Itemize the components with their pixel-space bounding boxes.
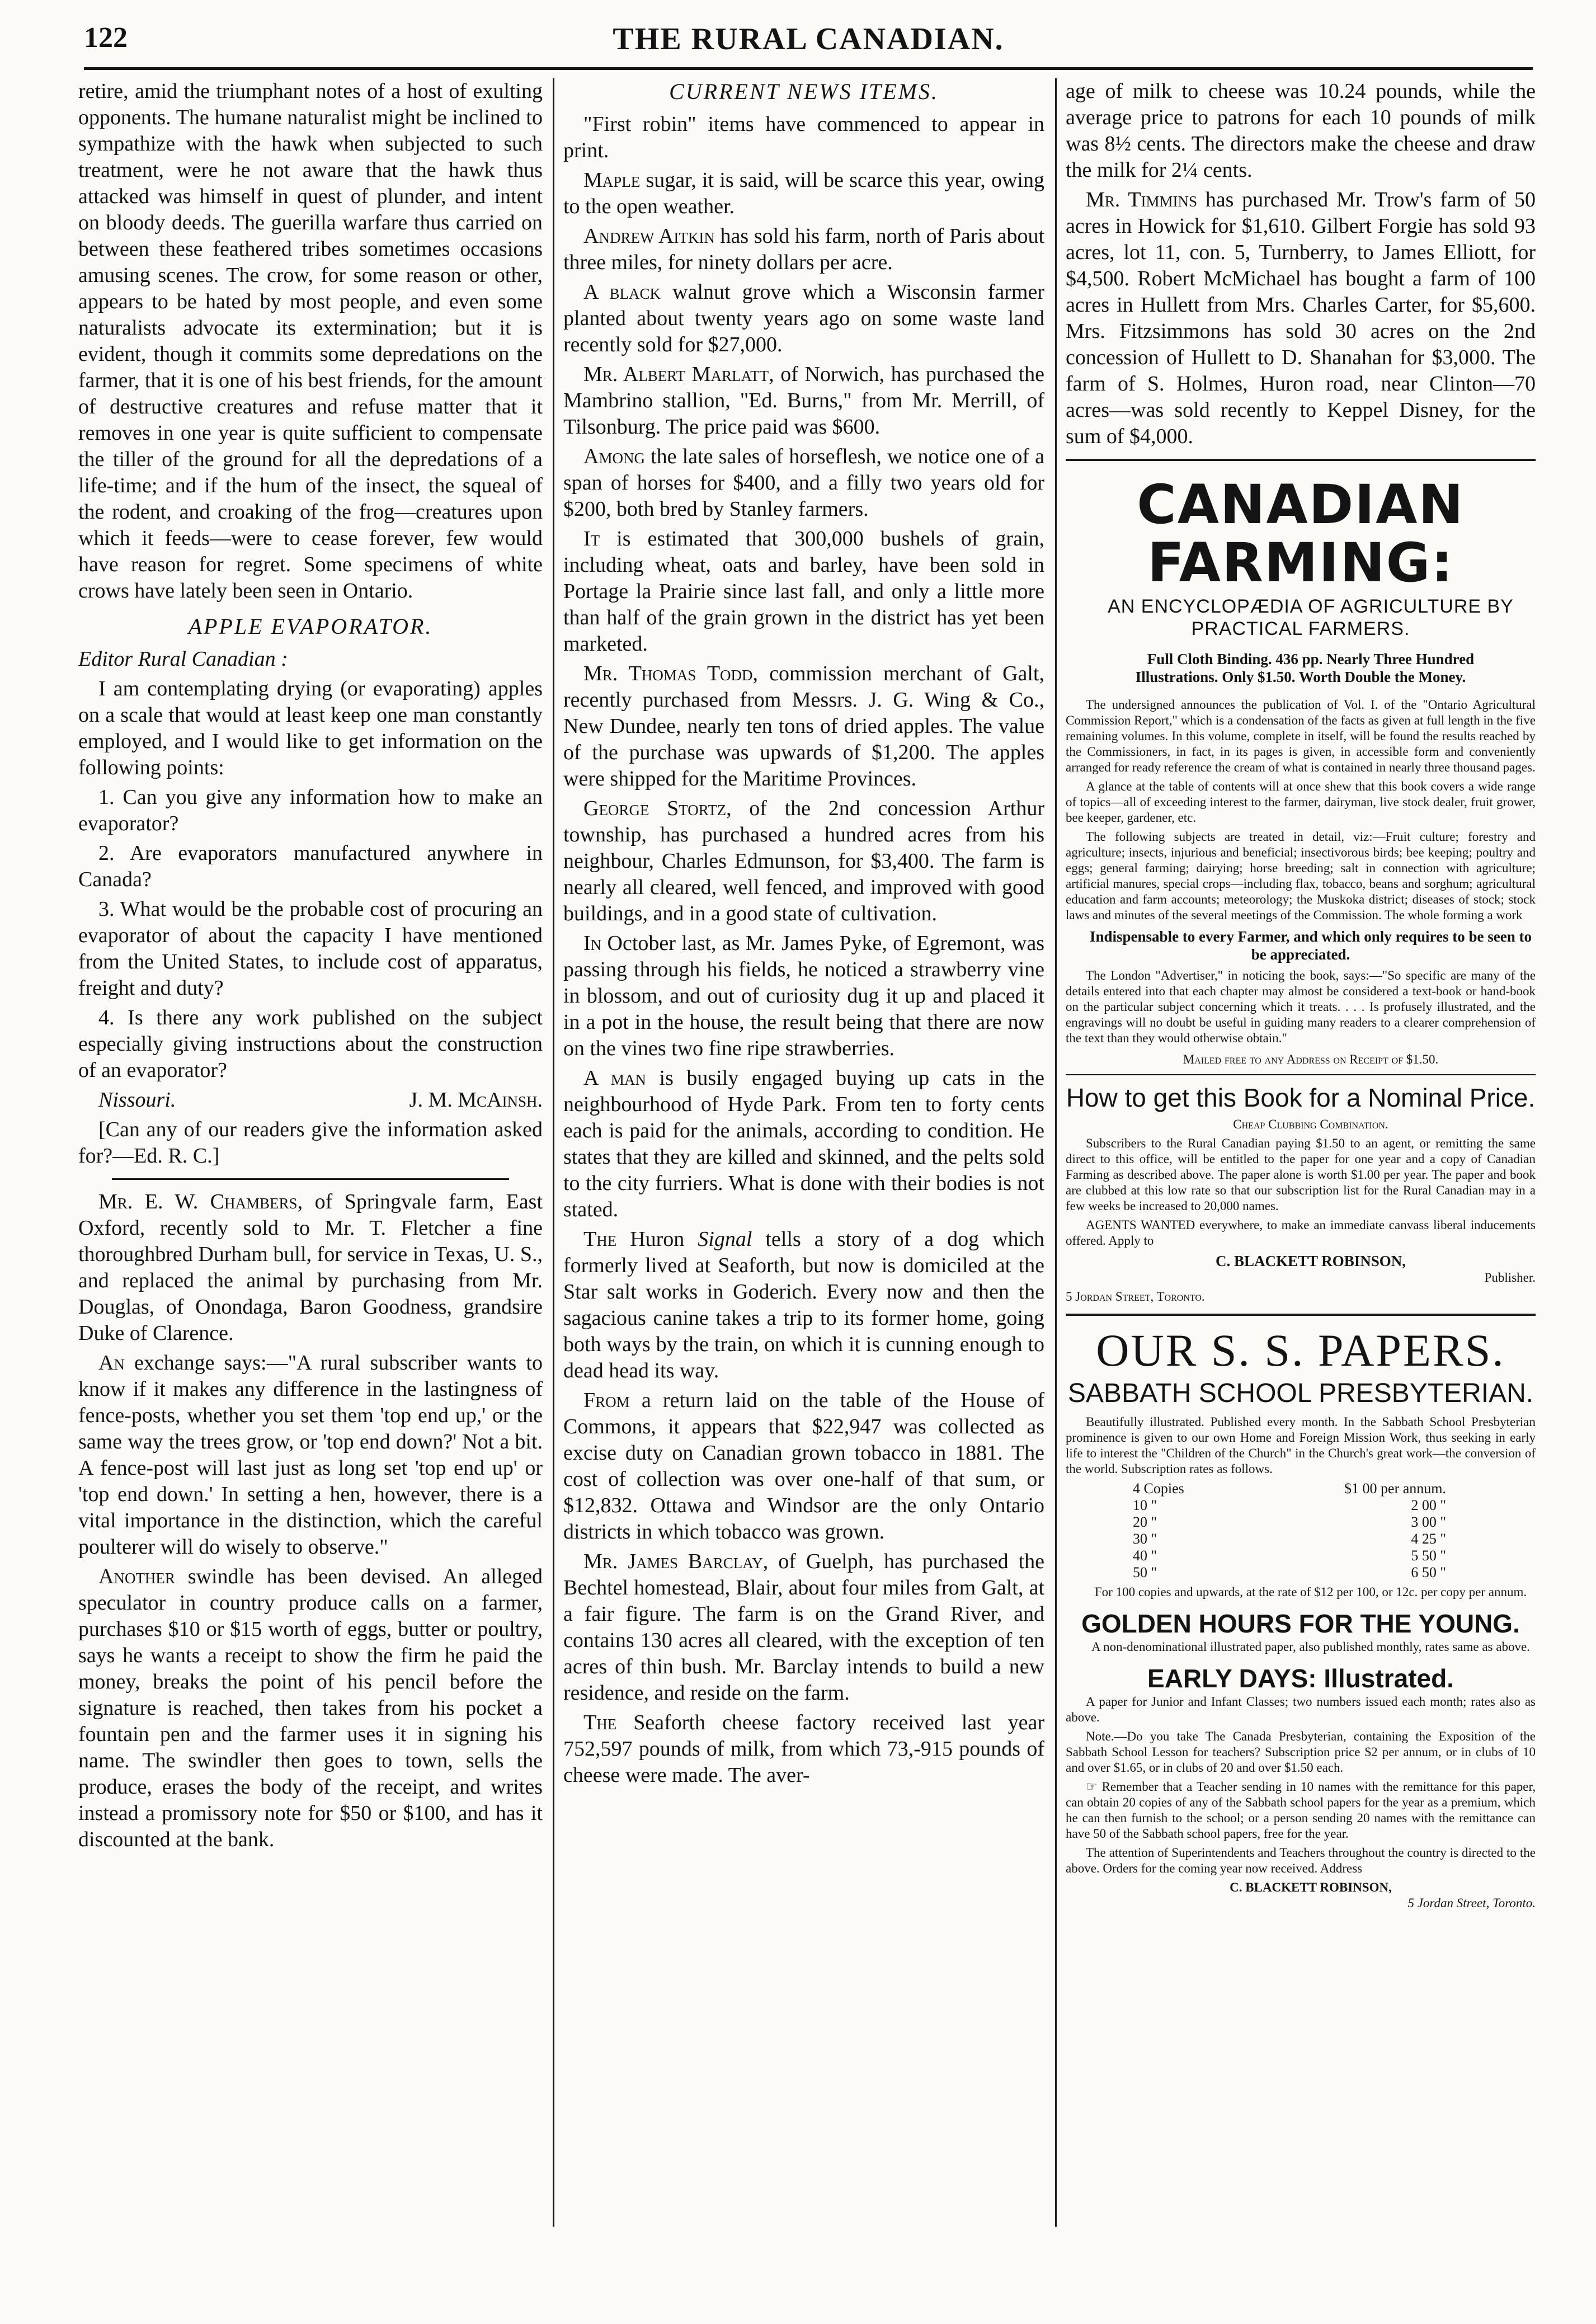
paragraph: From a return laid on the table of the House of Commons, it appears that $22,947 was collected as excise duty on Canadian grown tobacco in 1881. The cost of collection was over one-half of that sum, or $12,832. Ottawa and Windsor are the only Ontario districts in which tobacco was grown.: [563, 1389, 1044, 1544]
column-1: [78, 78, 543, 2255]
golden-hours-desc: A non-denominational illustrated paper, also published monthly, rates same as above.: [1091, 1640, 1530, 1654]
ad-publisher: C. BLACKETT ROBINSON,: [1215, 1253, 1406, 1269]
ad-addr: 5 Jordan Street, Toronto.: [1407, 1896, 1536, 1910]
early-days-desc: A paper for Junior and Infant Classes; two numbers issued each month; rates also as above.: [1066, 1695, 1536, 1724]
signature-place: Nissouri.: [98, 1088, 176, 1112]
rate-row: 10 " 2 00 ": [1133, 1497, 1446, 1513]
paragraph: 3. What would be the probable cost of procuring an evaporator of about the capacity I have mentioned from the United States, to include cost of apparatus, freight and duty?: [78, 897, 543, 1000]
rate-row: 50 " 6 50 ": [1133, 1564, 1446, 1580]
rates-table: [1133, 1480, 1446, 1581]
ad-sub: SABBATH SCHOOL PRESBYTERIAN.: [1067, 1379, 1534, 1408]
early-days-title: EARLY DAYS: Illustrated.: [1147, 1664, 1454, 1693]
letter-signature: [78, 1087, 543, 1113]
ad-body: A glance at the table of contents will at once shew that this book covers a wide range of topics—all of exceeding interest to the farmer, dairyman, live stock dealer, fruit grower, bee keeper, gardener, etc.: [1066, 779, 1536, 825]
paragraph: In October last, as Mr. James Pyke, of Egremont, was passing through his fields, he noticed a strawberry vine in blossom, and out of curiosity dug it up and placed it in a pot in the house, the result being that there are now on the vines two fine ripe strawberries.: [563, 932, 1044, 1060]
ss-papers-ad: [1066, 1314, 1536, 1911]
ad-note: Note.—Do you take The Canada Presbyterian, containing the Exposition of the Sabbath School Lesson for teachers? Subscription price $2 per annum, or in clubs of 10 and over $1.65, or in clubs of 20 and over $1.50 each.: [1066, 1729, 1536, 1775]
section-heading: CURRENT NEWS ITEMS.: [669, 79, 939, 104]
ad-cheap: Cheap Clubbing Combination.: [1233, 1117, 1388, 1131]
ad-attention: The attention of Superintendents and Teachers throughout the country is directed to the above. Orders for the coming year now received. Address: [1066, 1846, 1536, 1875]
separator: [112, 1178, 509, 1180]
paragraph: Mr. Albert Marlatt, of Norwich, has purchased the Mambrino stallion, "Ed. Burns," from Mr. Merrill, of Tilsonburg. The price paid was $600.: [563, 363, 1044, 439]
rate-row: 20 " 3 00 ": [1133, 1514, 1446, 1530]
paragraph: Among the late sales of horseflesh, we notice one of a span of horses for $400, and a filly two years old for $200, both bred by Stanley farmers.: [563, 445, 1044, 521]
running-title: THE RURAL CANADIAN.: [613, 22, 1004, 57]
paragraph: 1. Can you give any information how to make an evaporator?: [78, 785, 543, 835]
ad-indispensable: Indispensable to every Farmer, and which only requires to be seen to be appreciated.: [1089, 928, 1532, 963]
column-divider: [553, 78, 554, 2227]
ad-binding: Full Cloth Binding. 436 pp. Nearly Three Hundred Illustrations. Only $1.50. Worth Double the Money.: [1135, 651, 1475, 685]
paragraph: 4. Is there any work published on the subject especially giving instructions about the construction of an evaporator?: [78, 1006, 543, 1082]
paragraph: age of milk to cheese was 10.24 pounds, while the average price to patrons for each 10 pounds of milk was 8½ cents. The directors make the cheese and draw the milk for 2¼ cents.: [1066, 79, 1536, 182]
paragraph: An exchange says:—"A rural subscriber wants to know if it makes any difference in the lastingness of fence-posts, whether you set them 'top end up,' or the same way the trees grow, or 'top end down?' Not a bit. A fence-post will last just as long set 'top end up' or 'top end down.' In setting a hen, however, there is a vital importance in the distinction, which the careful poulterer will do wisely to observe.": [78, 1351, 543, 1559]
rate-row: 30 " 4 25 ": [1133, 1531, 1446, 1547]
ad-address: 5 Jordan Street, Toronto.: [1066, 1290, 1205, 1304]
editor-note: [Can any of our readers give the information asked for?—Ed. R. C.]: [78, 1118, 543, 1168]
paragraph: The Seaforth cheese factory received last year 752,597 pounds of milk, from which 73,-915 pounds of cheese were made. The aver-: [563, 1711, 1044, 1787]
ad-agents: AGENTS WANTED everywhere, to make an immediate canvass liberal inducements offered. Apply to: [1066, 1218, 1536, 1248]
paragraph: I am contemplating drying (or evaporating) apples on a scale that would at least keep one man constantly employed, and I would like to get information on the following points:: [78, 677, 543, 779]
paragraph: Andrew Aitkin has sold his farm, north of Paris about three miles, for ninety dollars per acre.: [563, 224, 1044, 274]
ad-desc: Beautifully illustrated. Published every month. In the Sabbath School Presbyterian prominence is given to our own Home and Foreign Mission Work, thus seeking in early life to interest the "Children of the Church" in the Church's great work—the conversion of the world. Subscription rates as follows.: [1066, 1415, 1536, 1476]
paragraph: 2. Are evaporators manufactured anywhere in Canada?: [78, 841, 543, 891]
paragraph: The Huron Signal tells a story of a dog which formerly lived at Seaforth, but now is domiciled at the Star salt works in Goderich. Every now and then the sagacious canine takes a trip to its former home, going both ways by the train, on which it is cunning enough to dead head its way.: [563, 1227, 1044, 1382]
paragraph: It is estimated that 300,000 bushels of grain, including wheat, oats and barley, have been sold in Portage la Prairie since last fall, and only a little more than half of the grain grown in the district has yet been marketed.: [563, 527, 1044, 656]
paragraph: retire, amid the triumphant notes of a host of exulting opponents. The humane naturalist might be inclined to sympathize with the hawk when subjected to such treatment, were he not aware that the hawk thus attacked was himself in quest of plunder, and intent on bloody deeds. The guerilla warfare thus carried on between these feathered tribes sometimes occasions amusing scenes. The crow, for some reason or other, appears to be hated by most people, and even some naturalists advocate its extermination; but it is evident, though it commits some depredations on the farmer, that it is one of his best friends, for the amount of destructive creatures and refuse matter that it removes in one year is quite sufficient to compensate the tiller of the ground for all the depredations of a life-time; and if the hum of the insect, the squeal of the rodent, and croaking of the frog—creatures upon which it feeds—were to cease forever, few would have reason for regret. Some specimens of white crows have lately been seen in Ontario.: [78, 79, 543, 603]
paragraph: Maple sugar, it is said, will be scarce this year, owing to the open weather.: [563, 168, 1044, 218]
ad-title: CANADIAN FARMING:: [1137, 473, 1465, 594]
paragraph: Mr. Timmins has purchased Mr. Trow's farm of 50 acres in Howick for $1,610. Gilbert Forgie has sold 93 acres, lot 11, con. 5, Turnberry, to James Elliott, for $4,500. Robert McMichael has bought a farm of 100 acres in Hullett from Mrs. Charles Carter, for $5,600. Mrs. Fitzsimmons has sold 30 acres on the 2nd concession of Hullett to D. Shanahan for $3,000. The farm of S. Holmes, Huron road, near Clinton—70 acres—was sold recently to Keppel Disney, for the sum of $4,000.: [1066, 188, 1536, 448]
ad-subscribers: Subscribers to the Rural Canadian paying $1.50 to an agent, or remitting the same direct to this office, will be entitled to the paper for one year and a copy of Canadian Farming as described above. The paper alone is worth $1.00 per year. The paper and book are clubbed at this low rate so that our subscription list for the Rural Canadian may in a few weeks be increased to 20,000 names.: [1066, 1136, 1536, 1213]
rate-row: 4 Copies $1 00 per annum.: [1133, 1480, 1446, 1497]
ad-review: The London "Advertiser," in noticing the book, says:—"So specific are many of the details entered into that each chapter may almost be considered a text-book or hand-book on the particular subject concerning which it treats. . . . Is profusely illustrated, and the engravings will no doubt be useful in guiding many readers to a clearer comprehension of the text than they would otherwise obtain.": [1066, 968, 1536, 1045]
ad-body: The following subjects are treated in detail, viz:—Fruit culture; forestry and agriculture; insects, injurious and beneficial; insectivorous birds; bee keeping; poultry and eggs; general farming; dairying; horse breeding; salt in connection with agriculture; artificial manures, special crops—including flax, tobacco, beans and sorghum; agricultural education and farm accounts; meteorology; the Muskoka district; diseases of stock; stock laws and minutes of the several meetings of the Commission. The whole forming a work: [1066, 830, 1536, 922]
column-3: [1066, 78, 1536, 2255]
paragraph: George Stortz, of the 2nd concession Arthur township, has purchased a hundred acres from his neighbour, Charles Edmunson, for $3,400. The farm is nearly all cleared, well fenced, and improved with good buildings, and in a good state of cultivation.: [563, 797, 1044, 925]
section-heading: APPLE EVAPORATOR.: [188, 614, 433, 639]
column-2: [563, 78, 1044, 2255]
paragraph: "First robin" items have commenced to appear in print.: [563, 112, 1044, 162]
ad-name: C. BLACKETT ROBINSON,: [1230, 1880, 1392, 1894]
paragraph: A man is busily engaged buying up cats in the neighbourhood of Hyde Park. From ten to forty cents each is paid for the animals, according to condition. He states that they are killed and skinned, and the pelts sold to the city furriers. What is done with their bodies is not stated.: [563, 1066, 1044, 1221]
page-header: [84, 17, 1533, 65]
canadian-farming-ad: [1066, 459, 1536, 1305]
ad-body: The undersigned announces the publication of Vol. I. of the "Ontario Agricultural Commission Report," which is a condensation of the facts as given at full length in the five remaining volumes. In this volume, complete in itself, will be found the results reached by the Commissioners, in fact, in its pages is given, in accessible form and conveniently arranged for ready reference the cream of what is contained in nearly three thousand pages.: [1066, 698, 1536, 774]
ad-howto: How to get this Book for a Nominal Price.: [1066, 1083, 1536, 1112]
paragraph: Mr. E. W. Chambers, of Springvale farm, East Oxford, recently sold to Mr. T. Fletcher a fine thoroughbred Durham bull, for service in Texas, U. S., and replaced the animal by purchasing from Mr. Douglas, of Onondaga, Baron Goodness, grandsire Duke of Clarence.: [78, 1190, 543, 1345]
ad-title: OUR S. S. PAPERS.: [1096, 1325, 1505, 1376]
paragraph: Mr. Thomas Todd, commission merchant of Galt, recently purchased from Messrs. J. G. Wing & Co., New Dundee, nearly ten tons of dried apples. The value of the purchase was upwards of $1,200. The apples were shipped for the Maritime Provinces.: [563, 662, 1044, 791]
column-divider: [1055, 78, 1057, 2227]
ad-subtitle: AN ENCYCLOPÆDIA OF AGRICULTURE BY PRACTICAL FARMERS.: [1108, 596, 1514, 639]
golden-hours-title: GOLDEN HOURS FOR THE YOUNG.: [1081, 1609, 1520, 1638]
paragraph: Mr. James Barclay, of Guelph, has purchased the Bechtel homestead, Blair, about four miles from Galt, at a fair figure. The farm is on the Grand River, and contains 130 acres all cleared, with the exception of ten acres of thin bush. Mr. Barclay intends to build a new residence, and reside on the farm.: [563, 1550, 1044, 1705]
page-number: 122: [84, 22, 128, 54]
paragraph: A black walnut grove which a Wisconsin farmer planted about twenty years ago on some waste land recently sold for $27,000.: [563, 280, 1044, 356]
ad-mailed: Mailed free to any Address on Receipt of $1.50.: [1183, 1052, 1439, 1066]
ad-publisher-role: Publisher.: [1484, 1271, 1536, 1285]
separator: [1066, 1074, 1536, 1075]
salutation: Editor Rural Canadian :: [78, 647, 288, 671]
signature-name: J. M. McAinsh.: [409, 1088, 543, 1112]
ad-remember: ☞ Remember that a Teacher sending in 10 names with the remittance for this paper, can obtain 20 copies of any of the Sabbath school papers for the year as a premium, which he can then furnish to the school; or a person sending 20 names with the remittance can have 50 of the Sabbath school papers, free for the year.: [1066, 1780, 1536, 1841]
paragraph: Another swindle has been devised. An alleged speculator in country produce calls on a farmer, purchases $10 or $15 worth of eggs, butter or poultry, says he wants a receipt to show the firm he paid the money, breaks the point of his pencil before the signature is reached, then takes from his pocket a fountain pen and the farmer uses it in signing his name. The swindler then goes to town, sells the produce, erases the body of the receipt, and writes instead a promissory note for $50 or $100, and has it discounted at the bank.: [78, 1565, 543, 1851]
header-rule: [84, 67, 1533, 70]
rate-row: 40 " 5 50 ": [1133, 1547, 1446, 1564]
rates-note: For 100 copies and upwards, at the rate of $12 per 100, or 12c. per copy per annum.: [1094, 1585, 1527, 1599]
